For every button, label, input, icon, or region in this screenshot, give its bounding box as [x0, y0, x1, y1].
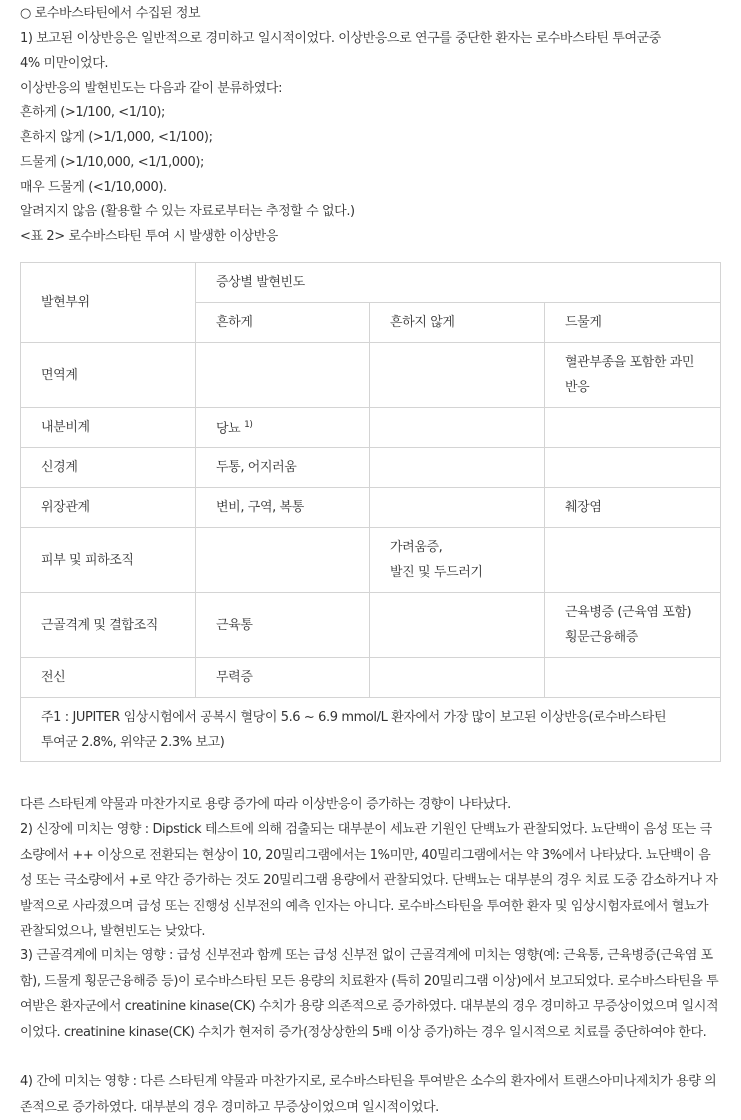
site-cell: 피부 및 피하조직 [21, 528, 196, 593]
freq-very-rare: 매우 드물게 (<1/10,000). [20, 180, 167, 195]
header-uncommon: 흔하지 않게 [370, 303, 545, 343]
site-cell: 면역계 [21, 343, 196, 408]
footnote-ref: 1) [244, 420, 253, 431]
table-footnote [21, 698, 721, 762]
site-cell: 신경계 [21, 448, 196, 488]
common-text: 당뇨 [216, 421, 241, 437]
common-cell [196, 408, 370, 448]
uncommon-cell [370, 528, 545, 593]
footnote-line: 주1 : JUPITER 임상시험에서 공복시 혈당이 5.6 ~ 6.9 mmol/L 환자에서 가장 많이 보고된 이상반응(로수바스타틴 [41, 709, 667, 725]
freq-intro: 이상반응의 발현빈도는 다음과 같이 분류하였다: [20, 81, 283, 96]
rare-line: 혈관부종을 포함한 과민 [565, 355, 695, 370]
rare-line: 횡문근융해증 [565, 630, 638, 645]
uncommon-line: 가려움증, [390, 540, 443, 555]
rare-line: 근육병증 (근육염 포함) [565, 605, 692, 620]
paragraph-renal: 2) 신장에 미치는 영향 : Dipstick 테스트에 의해 검출되는 대부분이 세뇨관 기원인 단백뇨가 관찰되었다. 뇨단백이 음성 또는 극소량에서 ++ 이상으로 전환되는 현상이 10, 20밀리그램에서는 1%미만, 40밀리그램에서는 약 3%에서 나타났다. 뇨단백이 음성 또는 극소량에서 +로 약간 증가하는 것도 20밀리그램 용량에서 관찰되었다. 단백뇨는 대부분의 경우 치료 도중 감소하거나 자발적으로 사라졌으며 급성 또는 진행성 신부전의 예측 인자는 아니다. 로수바스타틴을 투여한 환자 및 임상시험자료에서 혈뇨가 관찰되었으나, 발현빈도는 낮았다. [20, 822, 718, 939]
rare-cell [545, 658, 721, 698]
table-row [21, 408, 721, 448]
uncommon-line: 발진 및 두드러기 [390, 565, 483, 580]
paragraph-musculoskeletal: 3) 근골격계에 미치는 영향 : 급성 신부전과 함께 또는 급성 신부전 없이 근골격계에 미치는 영향(예: 근육통, 근육병증(근육염 포함), 드물게 횡문근융해증 등)이 로수바스타틴 모든 용량의 치료환자 (특히 20밀리그램 이상)에서 보고되었다. 로수바스타틴을 투여받은 환자군에서 creatinine kinase(CK) 수치가 용량 의존적으로 증가하였다. 대부분의 경우 경미하고 무증상이었으며 일시적이었다. creatinine kinase(CK) 수치가 현저히 증가(정상상한의 5배 이상 증가)하는 경우 일시적으로 치료를 중단하여야 한다. [20, 948, 719, 1040]
uncommon-cell [370, 593, 545, 658]
table-caption: <표 2> 로수바스타틴 투여 시 발생한 이상반응 [20, 229, 278, 244]
freq-rare: 드물게 (>1/10,000, <1/1,000); [20, 155, 204, 170]
paragraph-dose-trend: 다른 스타틴계 약물과 마찬가지로 용량 증가에 따라 이상반응이 증가하는 경향이 나타났다. [20, 797, 511, 812]
rare-cell [545, 343, 721, 408]
common-cell: 두통, 어지러움 [196, 448, 370, 488]
section-heading: ○ 로수바스타틴에서 수집된 정보 [20, 6, 201, 21]
rare-cell [545, 528, 721, 593]
site-cell: 위장관계 [21, 488, 196, 528]
table-row [21, 488, 721, 528]
rare-cell [545, 593, 721, 658]
freq-common: 흔하게 (>1/100, <1/10); [20, 105, 166, 120]
rare-line: 반응 [565, 380, 590, 395]
item1-text: 1) 보고된 이상반응은 일반적으로 경미하고 일시적이었다. 이상반응으로 연구를 중단한 환자는 로수바스타틴 투여군중 [20, 31, 661, 46]
table-row [21, 528, 721, 593]
header-frequency: 증상별 발현빈도 [196, 263, 721, 303]
header-common: 흔하게 [196, 303, 370, 343]
common-cell [196, 528, 370, 593]
rare-cell [545, 448, 721, 488]
common-cell [196, 343, 370, 408]
uncommon-cell [370, 448, 545, 488]
item1-text-cont: 4% 미만이었다. [20, 56, 109, 71]
footnote-line: 투여군 2.8%, 위약군 2.3% 보고) [41, 734, 225, 750]
common-cell: 변비, 구역, 복통 [196, 488, 370, 528]
freq-uncommon: 흔하지 않게 (>1/1,000, <1/100); [20, 130, 213, 145]
table-row [21, 658, 721, 698]
table-row [21, 593, 721, 658]
common-cell: 근육통 [196, 593, 370, 658]
uncommon-cell [370, 408, 545, 448]
site-cell: 근골격계 및 결합조직 [21, 593, 196, 658]
header-rare: 드물게 [545, 303, 721, 343]
rare-cell: 췌장염 [545, 488, 721, 528]
uncommon-cell [370, 658, 545, 698]
paragraph-hepatic: 4) 간에 미치는 영향 : 다른 스타틴계 약물과 마찬가지로, 로수바스타틴을 투여받은 소수의 환자에서 트랜스아미나제치가 용량 의존적으로 증가하였다. 대부분의 경우 경미하고 무증상이었으며 일시적이었다. [20, 1074, 717, 1115]
uncommon-cell [370, 343, 545, 408]
site-cell: 내분비계 [21, 408, 196, 448]
adverse-reaction-table [20, 262, 721, 762]
site-cell: 전신 [21, 658, 196, 698]
rare-cell [545, 408, 721, 448]
common-cell: 무력증 [196, 658, 370, 698]
uncommon-cell [370, 488, 545, 528]
header-site: 발현부위 [21, 263, 196, 343]
table-row [21, 343, 721, 408]
table-row [21, 448, 721, 488]
freq-unknown: 알려지지 않음 (활용할 수 있는 자료로부터는 추정할 수 없다.) [20, 204, 355, 219]
